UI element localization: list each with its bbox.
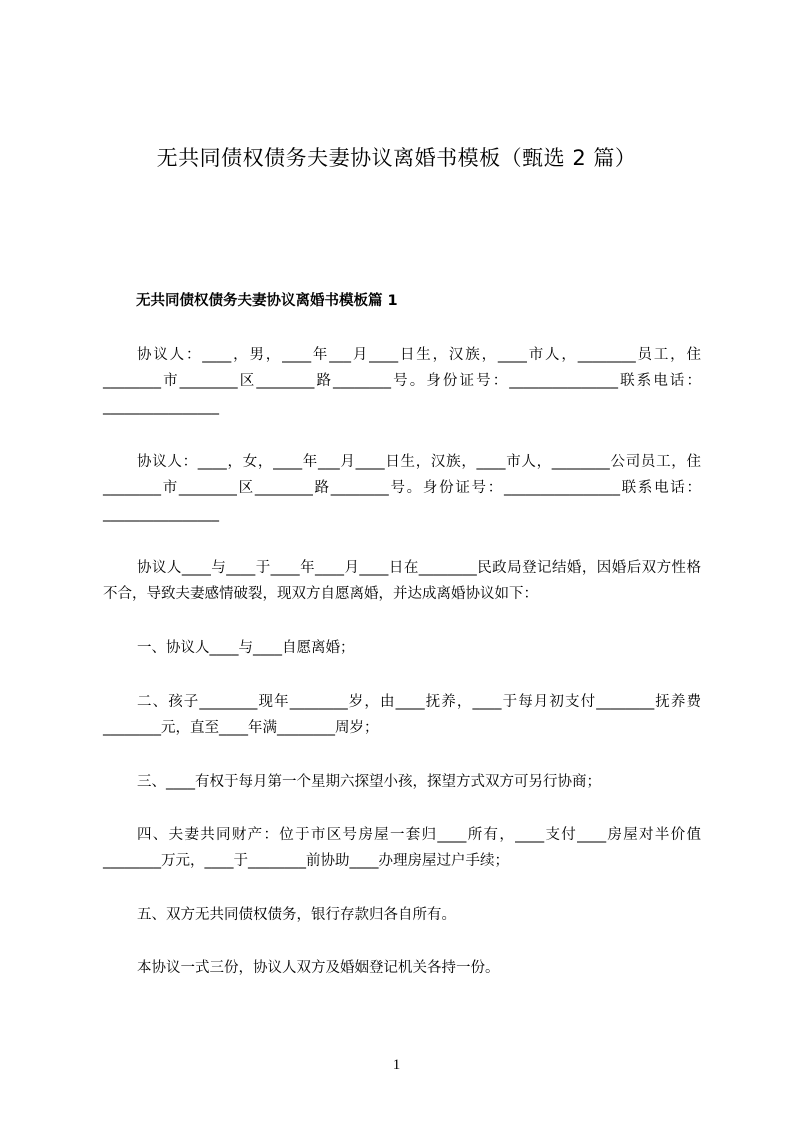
document-title: 无共同债权债务夫妻协议离婚书模板（甄选 2 篇）: [156, 146, 637, 170]
paragraph-clause-5: 五、双方无共同债权债务，银行存款归各自所有。: [137, 907, 456, 923]
paragraph-clause-2: 二、孩子________现年________岁，由____抚养，____于每月初支付________抚养费________元，直至____年满________周岁；: [103, 694, 701, 736]
paragraph-clause-3: 三、____有权于每月第一个星期六探望小孩，探望方式双方可另行协商；: [137, 774, 601, 790]
paragraph-clause-4: 四、夫妻共同财产：位于市区号房屋一套归____所有，____支付____房屋对半价值________万元，____于________前协助____办理房屋过户手续；: [103, 827, 701, 869]
paragraph-marriage-statement: 协议人____与____于____年____月____日在________民政局登记结婚，因婚后双方性格不合，导致夫妻感情破裂，现双方自愿离婚，并达成离婚协议如下：: [103, 560, 701, 602]
paragraph-party-male: 协议人：____，男，____年___月____日生，汉族，____市人，________员工，住________市________区________路________号。身份证号：_______________联系电话：________________: [103, 347, 701, 415]
paragraph-copies: 本协议一式三份，协议人双方及婚姻登记机关各持一份。: [137, 960, 500, 976]
paragraph-party-female: 协议人：____，女，____年___月____日生，汉族，____市人，________公司员工，住________市________区________路________号。身份证号：________________联系电话：________________: [103, 454, 701, 522]
section-heading: 无共同债权债务夫妻协议离婚书模板篇 1: [136, 293, 398, 309]
page-number: 1: [392, 1057, 401, 1073]
paragraph-clause-1: 一、协议人____与____自愿离婚；: [137, 640, 355, 656]
